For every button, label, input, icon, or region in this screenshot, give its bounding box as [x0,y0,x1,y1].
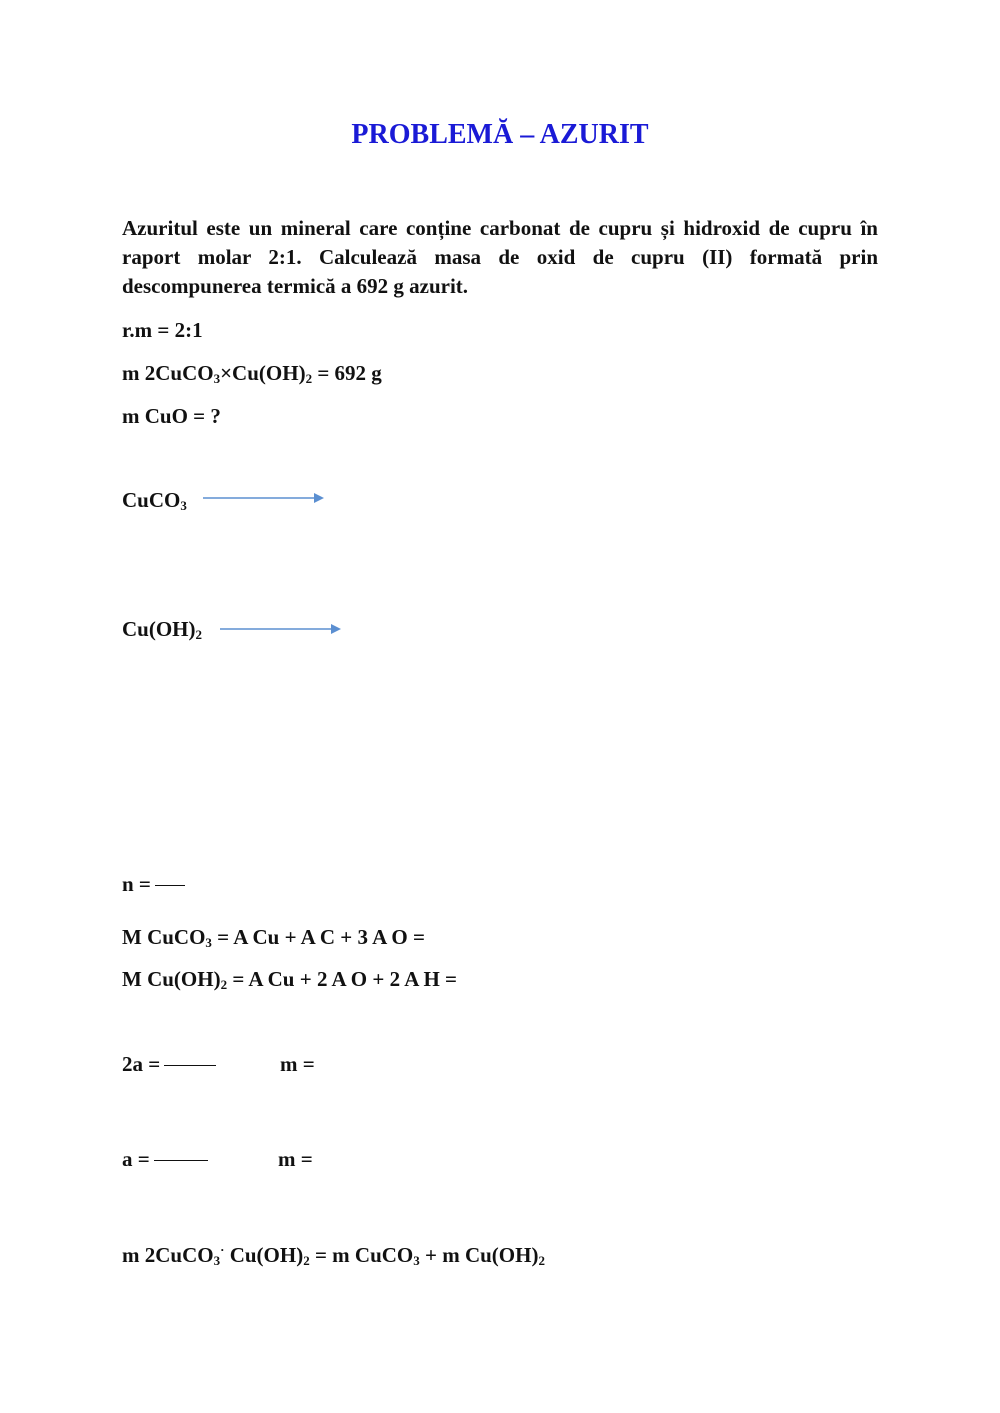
page-title: PROBLEMĂ – AZURIT [351,119,649,150]
given-unknown: m CuO = ? [122,404,221,428]
final-mass-equation: m 2CuCO$_3$· $Cu(OH)_2 = m$ CuCO$_3$ + m $Cu(OH)_2$ [122,1242,545,1268]
given-mass: m $2CuCO_3\times Cu(OH)_2 = 692$ g [122,361,382,386]
mass-1: m = [280,1052,315,1076]
reaction-arrow-2 [217,621,347,637]
fraction-line [155,885,185,886]
reaction-arrow-1 [200,490,330,506]
mass-2: m = [278,1147,313,1171]
fraction-line [154,1160,208,1161]
fraction-line [164,1065,216,1066]
given-ratio: r.m = 2:1 [122,318,203,342]
moles-formula: n = [122,871,185,897]
reaction-cuoh2: $Cu(OH)_2$ [122,617,202,642]
molar-mass-cuoh2: M $Cu(OH)_2 = A$ Cu + 2 A O + 2 A H = [122,967,458,992]
molar-mass-cuco3: M CuCO$_3$ = A Cu + A C + 3 A O = [122,925,425,950]
two-a-formula: 2a = [122,1051,216,1077]
problem-statement: Azuritul este un mineral care conține carbonat de cupru și hidroxid de cupru în raport molar 2:1. Calculează masa de oxid de cupru (II) formată prin descompunerea termică a 692 g azurit. [122,216,878,298]
reaction-cuco3: CuCO$_3$ [122,488,187,513]
a-formula: a = [122,1146,208,1172]
